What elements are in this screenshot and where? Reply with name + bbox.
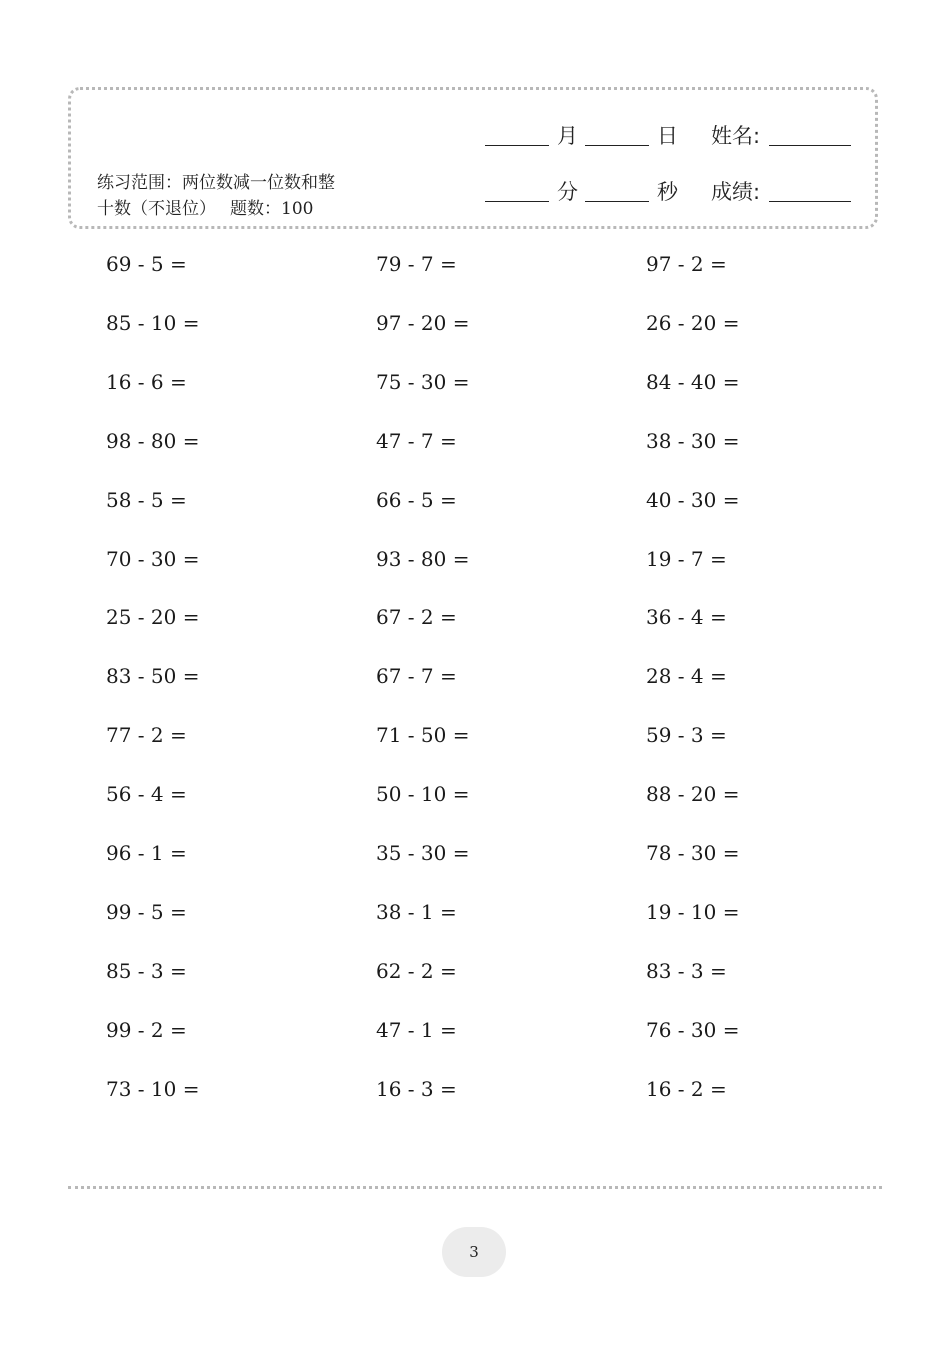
math-problem: 98 - 80 = — [106, 429, 200, 453]
math-problem: 76 - 30 = — [646, 1018, 740, 1042]
math-problem: 73 - 10 = — [106, 1077, 200, 1101]
math-problem: 47 - 7 = — [376, 429, 457, 453]
math-problem: 67 - 2 = — [376, 605, 457, 629]
math-problem: 96 - 1 = — [106, 841, 187, 865]
practice-range-line2 — [97, 196, 397, 222]
math-problem: 67 - 7 = — [376, 664, 457, 688]
math-problem: 69 - 5 = — [106, 252, 187, 276]
math-problem: 35 - 30 = — [376, 841, 470, 865]
math-problem: 28 - 4 = — [646, 664, 727, 688]
second-label: 秒 — [657, 180, 678, 204]
math-problem: 62 - 2 = — [376, 959, 457, 983]
minute-label: 分 — [557, 180, 578, 204]
math-problem: 99 - 5 = — [106, 900, 187, 924]
math-problem: 85 - 10 = — [106, 311, 200, 335]
day-blank[interactable] — [585, 145, 649, 146]
month-blank[interactable] — [485, 145, 549, 146]
math-problem: 25 - 20 = — [106, 605, 200, 629]
math-problem: 19 - 7 = — [646, 547, 727, 571]
page-number: 3 — [442, 1227, 506, 1277]
practice-range-line1: 练习范围：两位数减一位数和整 — [97, 173, 335, 193]
math-problem: 16 - 2 = — [646, 1077, 727, 1101]
month-label: 月 — [557, 124, 578, 148]
math-problem: 83 - 3 = — [646, 959, 727, 983]
math-problem: 70 - 30 = — [106, 547, 200, 571]
math-problem: 79 - 7 = — [376, 252, 457, 276]
math-problem: 38 - 1 = — [376, 900, 457, 924]
question-count-value: 100 — [281, 199, 314, 219]
math-problem: 75 - 30 = — [376, 370, 470, 394]
footer-divider — [68, 1186, 882, 1189]
math-problem: 78 - 30 = — [646, 841, 740, 865]
math-problem: 93 - 80 = — [376, 547, 470, 571]
math-problem: 56 - 4 = — [106, 782, 187, 806]
math-problem: 84 - 40 = — [646, 370, 740, 394]
math-problem: 36 - 4 = — [646, 605, 727, 629]
math-problem: 40 - 30 = — [646, 488, 740, 512]
math-problem: 47 - 1 = — [376, 1018, 457, 1042]
worksheet-header — [68, 87, 878, 229]
math-problem: 59 - 3 = — [646, 723, 727, 747]
math-problem: 97 - 2 = — [646, 252, 727, 276]
math-problem: 77 - 2 = — [106, 723, 187, 747]
math-problem: 83 - 50 = — [106, 664, 200, 688]
math-problem: 99 - 2 = — [106, 1018, 187, 1042]
math-problem: 85 - 3 = — [106, 959, 187, 983]
math-problem: 71 - 50 = — [376, 723, 470, 747]
score-label: 成绩: — [711, 180, 761, 204]
math-problem: 97 - 20 = — [376, 311, 470, 335]
practice-range-line2-text: 十数（不退位） — [97, 199, 216, 219]
math-problem: 66 - 5 = — [376, 488, 457, 512]
math-problem: 58 - 5 = — [106, 488, 187, 512]
time-score-row — [485, 172, 855, 212]
day-label: 日 — [657, 124, 678, 148]
math-problem: 16 - 6 = — [106, 370, 187, 394]
math-problem: 16 - 3 = — [376, 1077, 457, 1101]
math-problem: 26 - 20 = — [646, 311, 740, 335]
name-blank[interactable] — [769, 145, 851, 146]
math-problem: 38 - 30 = — [646, 429, 740, 453]
math-problem: 19 - 10 = — [646, 900, 740, 924]
second-blank[interactable] — [585, 201, 649, 202]
name-label: 姓名: — [711, 124, 761, 148]
question-count-label: 题数： — [230, 199, 281, 219]
date-name-row — [485, 116, 855, 156]
math-problem: 88 - 20 = — [646, 782, 740, 806]
score-blank[interactable] — [769, 201, 851, 202]
math-problem: 50 - 10 = — [376, 782, 470, 806]
minute-blank[interactable] — [485, 201, 549, 202]
practice-range — [97, 170, 397, 222]
